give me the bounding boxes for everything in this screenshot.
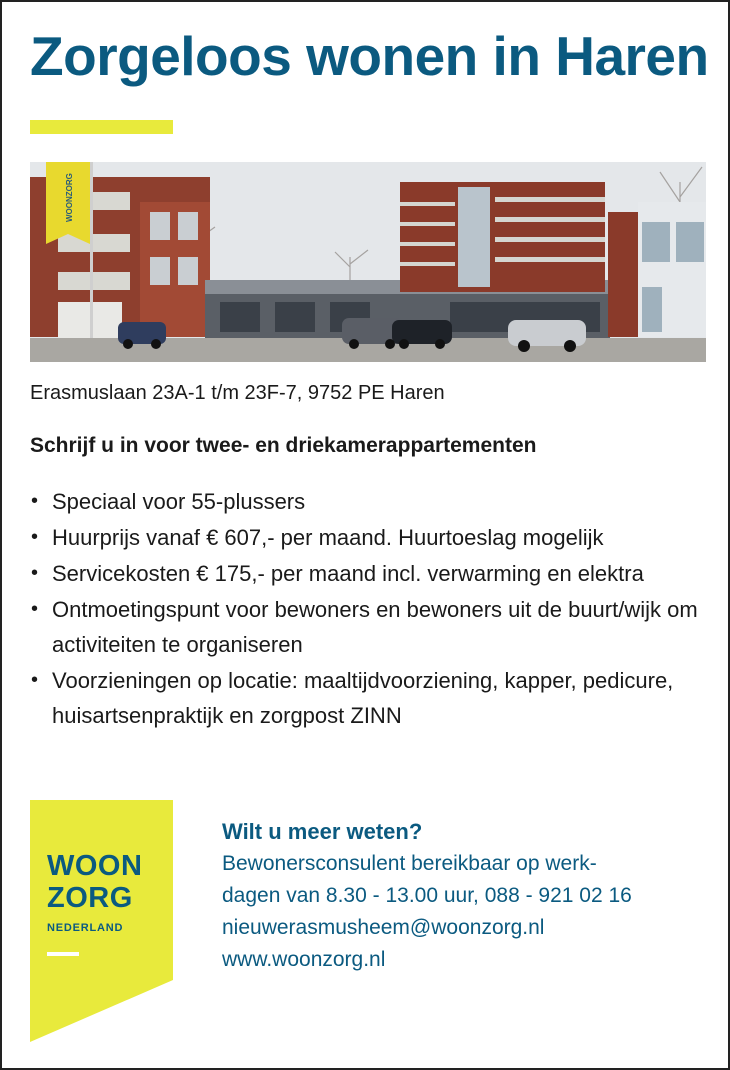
contact-hours-line2: dagen van 8.30 - 13.00 uur, 088 - 921 02 16 (222, 884, 632, 907)
list-item (30, 520, 720, 555)
contact-email[interactable]: nieuwerasmusheem@woonzorg.nl (222, 916, 545, 939)
list-item-text: Ontmoetingspunt voor bewoners en bewoners uit de buurt/wijk om activiteiten te organiseren (52, 597, 698, 657)
accent-bar (30, 120, 173, 134)
bullet-icon: • (31, 598, 39, 620)
building-photo (30, 162, 706, 362)
bullet-icon: • (31, 562, 39, 584)
list-item (30, 556, 720, 591)
contact-hours-line1: Bewonersconsulent bereikbaar op werk- (222, 852, 597, 875)
list-item-text: Huurprijs vanaf € 607,- per maand. Huurtoeslag mogelijk (52, 525, 604, 550)
feature-list (30, 484, 720, 734)
list-item (30, 592, 720, 662)
logo-line-nederland: NEDERLAND (47, 922, 124, 934)
woonzorg-logo (30, 800, 173, 1042)
logo-dash (47, 952, 79, 956)
subheading: Schrijf u in voor twee- en driekamerappartementen (30, 434, 537, 457)
list-item-text: Speciaal voor 55-plussers (52, 489, 306, 514)
contact-website[interactable]: www.woonzorg.nl (222, 948, 386, 971)
page-title: Zorgeloos wonen in Haren (30, 25, 709, 87)
contact-block (222, 816, 632, 976)
bullet-icon: • (31, 490, 39, 512)
bullet-icon: • (31, 526, 39, 548)
address-line: Erasmuslaan 23A-1 t/m 23F-7, 9752 PE Haren (30, 382, 445, 404)
bullet-icon: • (31, 669, 39, 691)
contact-heading: Wilt u meer weten? (222, 819, 423, 844)
logo-line-woon: WOON (47, 850, 143, 882)
list-item (30, 484, 720, 519)
list-item (30, 663, 720, 733)
flag-banner-text: WOONZORG (65, 173, 74, 222)
logo-line-zorg: ZORG (47, 882, 133, 914)
list-item-text: Servicekosten € 175,- per maand incl. verwarming en elektra (52, 561, 644, 586)
list-item-text: Voorzieningen op locatie: maaltijdvoorziening, kapper, pedicure, huisartsenpraktijk en zorgpost ZINN (52, 668, 674, 728)
